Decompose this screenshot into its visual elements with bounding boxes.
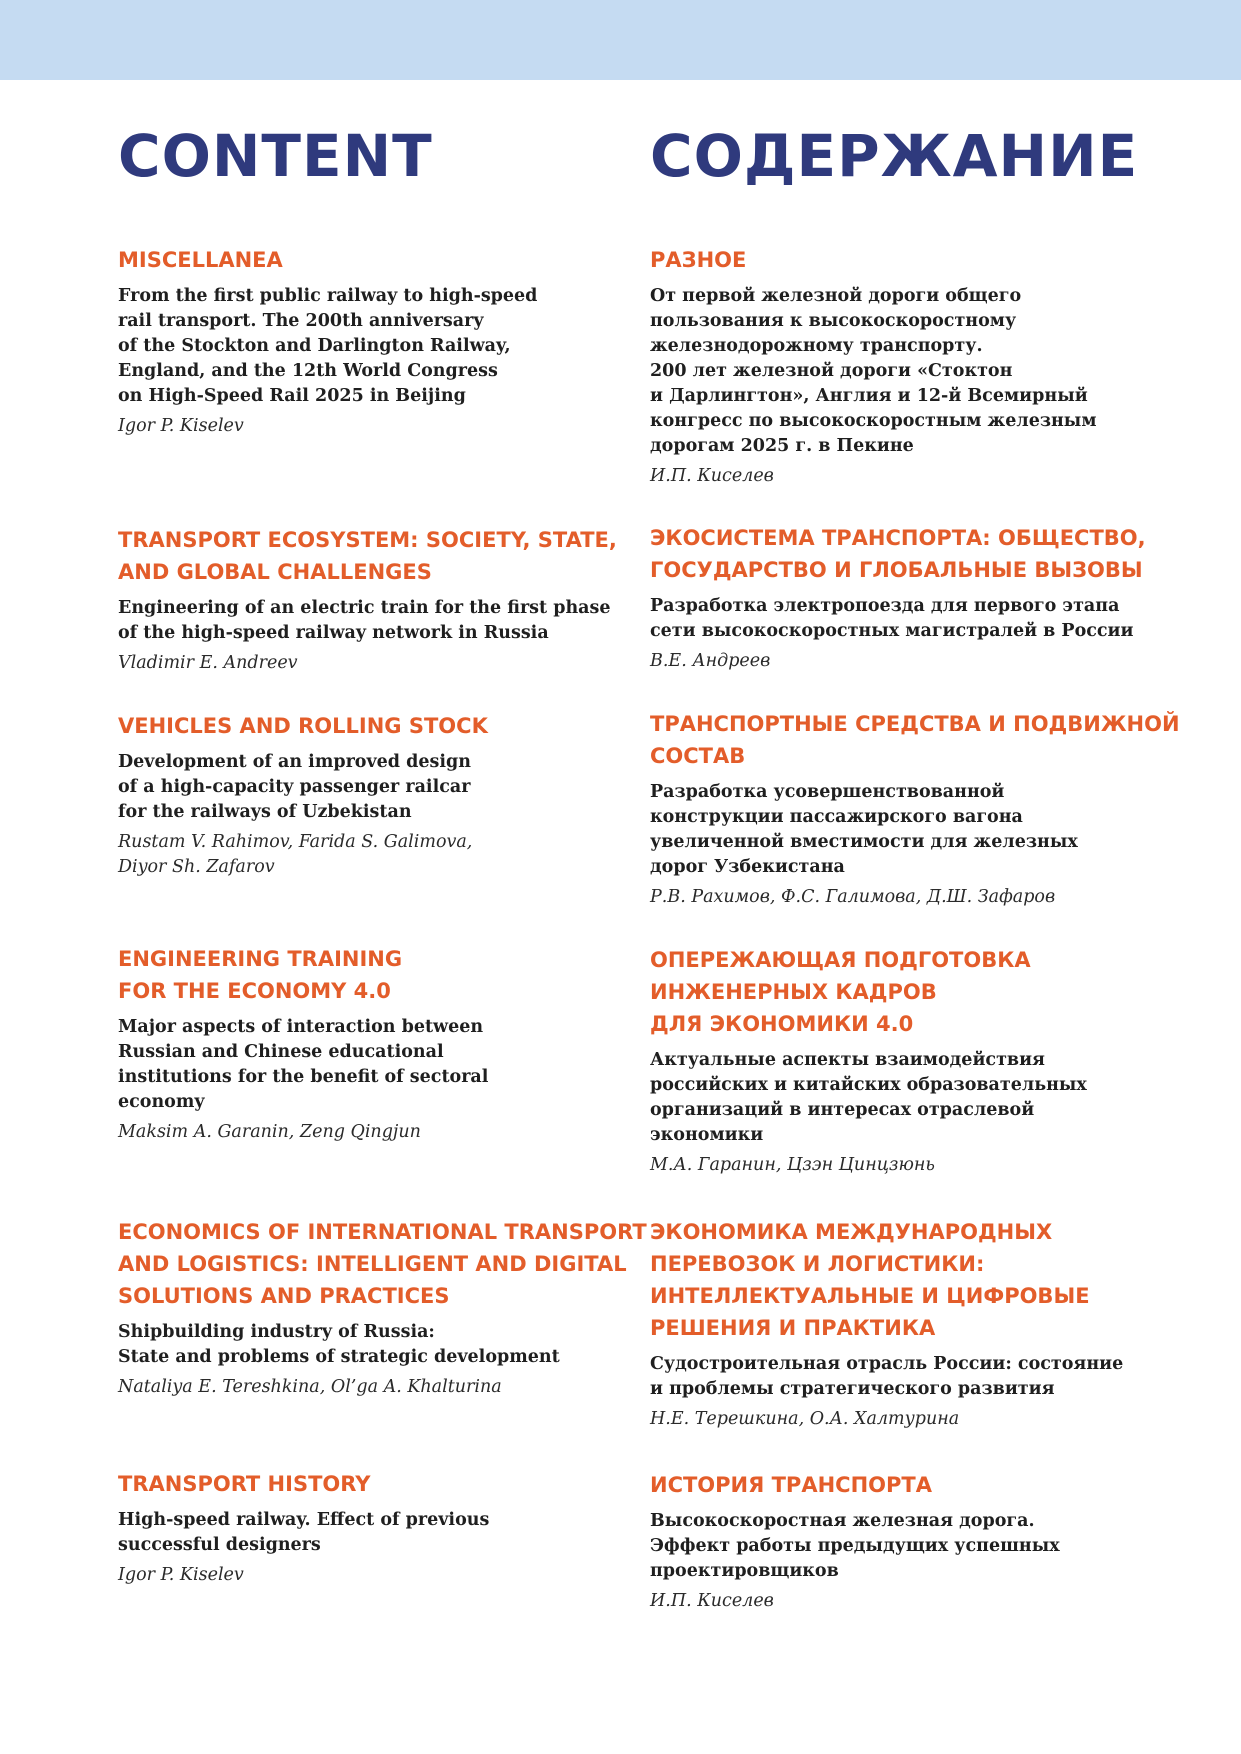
article-title-link[interactable]: From the first public railway to high-speed rail transport. The 200th anniversary of the Stockton and Darlington Railway, England, and the 12th World Congress on High-Speed Rail 2025 in Beijing: [118, 286, 538, 406]
toc-section-ru-6: [650, 1469, 1130, 1614]
article-title-link[interactable]: Актуальные аспекты взаимодействия российских и китайских образовательных организаций в интересах отраслевой экономики: [650, 1050, 1087, 1145]
toc-section-ru-4: [650, 944, 1130, 1178]
article-authors: Igor P. Kiselev: [118, 1565, 244, 1585]
toc-section-en-5: [118, 1216, 647, 1400]
toc-section-en-1: [118, 244, 628, 439]
toc-section-ru-1: [650, 244, 1130, 489]
article-authors: Maksim A. Garanin, Zeng Qingjun: [118, 1122, 421, 1142]
section-title: ЭКОСИСТЕМА ТРАНСПОРТА: ОБЩЕСТВО, ГОСУДАРСТВО И ГЛОБАЛЬНЫЕ ВЫЗОВЫ: [650, 526, 1146, 582]
section-title: ИСТОРИЯ ТРАНСПОРТА: [650, 1473, 932, 1497]
article-authors: Р.В. Рахимов, Ф.С. Галимова, Д.Ш. Зафаров: [650, 887, 1056, 907]
article-title-link[interactable]: Development of an improved design of a high-capacity passenger railcar for the railways of Uzbekistan: [118, 752, 471, 822]
section-title: TRANSPORT ECOSYSTEM: SOCIETY, STATE, AND GLOBAL CHALLENGES: [118, 528, 617, 584]
article-authors: И.П. Киселев: [650, 1591, 774, 1611]
article-title-link[interactable]: Shipbuilding industry of Russia: State and problems of strategic development: [118, 1322, 560, 1367]
section-title: ОПЕРЕЖАЮЩАЯ ПОДГОТОВКА ИНЖЕНЕРНЫХ КАДРОВ ДЛЯ ЭКОНОМИКИ 4.0: [650, 948, 1031, 1036]
section-title: РАЗНОЕ: [650, 248, 747, 272]
section-title: TRANSPORT HISTORY: [118, 1472, 371, 1496]
toc-section-ru-5: [650, 1216, 1130, 1432]
article-authors: М.А. Гаранин, Цзэн Цинцзюнь: [650, 1155, 935, 1175]
article-authors: Vladimir E. Andreev: [118, 653, 298, 673]
section-title: ТРАНСПОРТНЫЕ СРЕДСТВА И ПОДВИЖНОЙ СОСТАВ: [650, 712, 1180, 768]
toc-section-en-4: [118, 943, 628, 1145]
article-authors: Н.Е. Терешкина, О.А. Халтурина: [650, 1409, 960, 1429]
article-title-link[interactable]: Разработка усовершенствованной конструкции пассажирского вагона увеличенной вместимости для железных дорог Узбекистана: [650, 782, 1078, 877]
section-title: ECONOMICS OF INTERNATIONAL TRANSPORT AND LOGISTICS: INTELLIGENT AND DIGITAL SOLUTIONS AND PRACTICES: [118, 1220, 647, 1308]
toc-section-ru-2: [650, 522, 1146, 674]
section-title: ENGINEERING TRAINING FOR THE ECONOMY 4.0: [118, 947, 403, 1003]
section-title: MISCELLANEA: [118, 248, 283, 272]
article-authors: Rustam V. Rahimov, Farida S. Galimova, Diyor Sh. Zafarov: [118, 832, 473, 877]
article-authors: В.Е. Андреев: [650, 651, 771, 671]
article-title-link[interactable]: Engineering of an electric train for the first phase of the high-speed railway network in Russia: [118, 598, 611, 643]
article-title-link[interactable]: Major aspects of interaction between Russian and Chinese educational institutions for the benefit of sectoral economy: [118, 1017, 489, 1112]
page-title-ru: СОДЕРЖАНИЕ: [650, 122, 1139, 190]
toc-section-en-2: [118, 524, 628, 676]
article-title-link[interactable]: От первой железной дороги общего пользования к высокоскоростному железнодорожному транспорту. 200 лет железной дороги «Стоктон и Дарлингтон», Англия и 12-й Всемирный конгресс по высокоскоростным железным дорогам 2025 г. в Пекине: [650, 286, 1097, 456]
page-title-en: CONTENT: [118, 122, 433, 190]
top-color-band: [0, 0, 1241, 80]
article-authors: И.П. Киселев: [650, 466, 774, 486]
article-title-link[interactable]: Разработка электропоезда для первого этапа сети высокоскоростных магистралей в России: [650, 596, 1134, 641]
article-title-link[interactable]: Высокоскоростная железная дорога. Эффект работы предыдущих успешных проектировщиков: [650, 1511, 1060, 1581]
section-title: VEHICLES AND ROLLING STOCK: [118, 714, 488, 738]
article-title-link[interactable]: High-speed railway. Effect of previous successful designers: [118, 1510, 490, 1555]
section-title: ЭКОНОМИКА МЕЖДУНАРОДНЫХ ПЕРЕВОЗОК И ЛОГИСТИКИ: ИНТЕЛЛЕКТУАЛЬНЫЕ И ЦИФРОВЫЕ РЕШЕНИЯ И ПРАКТИКА: [650, 1220, 1090, 1340]
article-authors: Igor P. Kiselev: [118, 416, 244, 436]
toc-section-ru-3: [650, 708, 1180, 910]
toc-section-en-3: [118, 710, 628, 880]
toc-section-en-6: [118, 1468, 628, 1588]
article-authors: Nataliya E. Tereshkina, Ol’ga A. Khalturina: [118, 1377, 502, 1397]
article-title-link[interactable]: Судостроительная отрасль России: состояние и проблемы стратегического развития: [650, 1354, 1124, 1399]
